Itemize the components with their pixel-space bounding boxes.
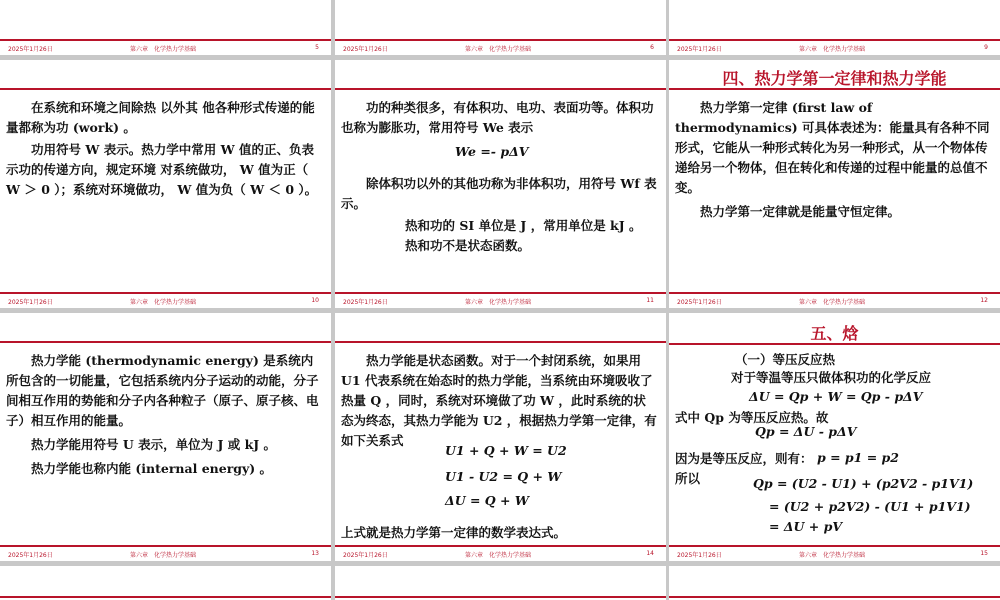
- slide-5[interactable]: [0, 0, 331, 55]
- slide-divider: [0, 341, 331, 343]
- slide-divider: [335, 88, 666, 90]
- slide-divider: [669, 343, 1000, 345]
- slide-footer: [335, 292, 666, 308]
- slide-14[interactable]: [335, 313, 666, 561]
- equation: U1 + Q + W = U2: [445, 443, 567, 458]
- slide-line: 因为是等压反应，则有：: [675, 451, 813, 466]
- slide-footer: [0, 292, 331, 308]
- slide-divider: [335, 596, 666, 598]
- footer-date: 2025年1月26日: [8, 299, 53, 306]
- footer-date: 2025年1月26日: [343, 299, 388, 306]
- footer-date: 2025年1月26日: [677, 299, 722, 306]
- equation: = (U2 + p2V2) - (U1 + p1V1): [769, 499, 971, 514]
- slide-16[interactable]: [0, 566, 331, 600]
- slide-13[interactable]: [0, 313, 331, 561]
- slide-title: 五、焓: [810, 324, 859, 343]
- slide-17[interactable]: [335, 566, 666, 600]
- slide-number: 12: [980, 297, 988, 304]
- slide-paragraph: 热和功不是状态函数。: [405, 238, 531, 253]
- slide-title: 四、热力学第一定律和热力学能: [722, 69, 947, 88]
- slide-10[interactable]: [0, 60, 331, 308]
- footer-chapter: 第六章 化学热力学基础: [465, 552, 532, 559]
- slide-line: 对于等温等压只做体积功的化学反应: [731, 370, 932, 385]
- slide-line: 式中 Qp 为等压反应热。故: [675, 410, 829, 425]
- slide-number: 5: [315, 44, 319, 51]
- slide-18[interactable]: [669, 566, 1000, 600]
- footer-date: 2025年1月26日: [343, 552, 388, 559]
- slide-paragraph: 热力学第一定律就是能量守恒定律。: [700, 204, 901, 219]
- slide-number: 11: [646, 297, 654, 304]
- footer-date: 2025年1月26日: [677, 552, 722, 559]
- slide-paragraph: 热力学能 (thermodynamic energy) 是系统内所包含的一切能量，它包括系统内分子运动的动能，分子间相互作用的势能和分子内各种粒子（原子、原子核、电子）相互作用的能量。: [6, 353, 319, 428]
- slide-6[interactable]: [335, 0, 666, 55]
- slide-paragraph: 上式就是热力学第一定律的数学表达式。: [341, 525, 567, 540]
- equation: = ΔU + pV: [769, 519, 843, 534]
- equation: p = p1 = p2: [817, 450, 899, 465]
- slide-divider: [669, 596, 1000, 598]
- slide-9[interactable]: [669, 0, 1000, 55]
- footer-date: 2025年1月26日: [677, 46, 722, 53]
- equation: Qp = (U2 - U1) + (p2V2 - p1V1): [753, 476, 974, 491]
- slide-number: 6: [650, 44, 654, 51]
- slide-paragraph: 热和功的 SI 单位是 J ，常用单位是 kJ 。: [405, 218, 642, 233]
- equation: ΔU = Qp + W = Qp - pΔV: [749, 389, 923, 404]
- footer-chapter: 第六章 化学热力学基础: [130, 46, 197, 53]
- footer-chapter: 第六章 化学热力学基础: [799, 46, 866, 53]
- footer-chapter: 第六章 化学热力学基础: [465, 299, 532, 306]
- equation: ΔU = Q + W: [445, 493, 529, 508]
- slide-divider: [0, 88, 331, 90]
- slide-line: 所以: [675, 471, 701, 486]
- slide-number: 15: [980, 550, 988, 557]
- equation: We =- pΔV: [455, 144, 529, 159]
- slide-divider: [335, 341, 666, 343]
- slide-number: 13: [311, 550, 319, 557]
- footer-chapter: 第六章 化学热力学基础: [130, 299, 197, 306]
- slide-paragraph: 热力学能是状态函数。对于一个封闭系统，如果用 U1 代表系统在始态时的热力学能，当系统由环境吸收了热量 Q ，同时，系统对环境做了功 W ，此时系统的状态为终态，其热力学能为 U2 ，根据热力学第一定律，有如下关系式: [341, 353, 657, 448]
- slide-number: 9: [984, 44, 988, 51]
- slide-divider: [669, 88, 1000, 90]
- slide-paragraph: 功的种类很多，有体积功、电功、表面功等。体积功也称为膨胀功，常用符号 We 表示: [341, 100, 654, 135]
- equation: Qp = ΔU - pΔV: [755, 424, 857, 439]
- footer-chapter: 第六章 化学热力学基础: [130, 552, 197, 559]
- slide-paragraph: 除体积功以外的其他功称为非体积功，用符号 Wf 表示。: [341, 176, 657, 211]
- slide-footer: [0, 545, 331, 561]
- slide-paragraph: 在系统和环境之间除热 以外其 他各种形式传递的能量都称为功 (work) 。: [6, 100, 315, 135]
- slide-line: （一）等压反应热: [735, 352, 836, 367]
- slide-11[interactable]: [335, 60, 666, 308]
- footer-chapter: 第六章 化学热力学基础: [799, 299, 866, 306]
- slide-paragraph: 热力学第一定律 (first law of thermodynamics) 可具体表述为：能量具有各种不同形式，它能从一种形式转化为另一种形式，从一个物体传递给另一个物体，但在转化和传递的过程中能量的总值不变。: [675, 100, 990, 195]
- slide-number: 10: [311, 297, 319, 304]
- slide-15[interactable]: [669, 313, 1000, 561]
- slide-footer: [669, 292, 1000, 308]
- slide-footer: [335, 39, 666, 55]
- slide-footer: [0, 39, 331, 55]
- equation: U1 - U2 = Q + W: [445, 469, 562, 484]
- slide-number: 14: [646, 550, 654, 557]
- footer-date: 2025年1月26日: [343, 46, 388, 53]
- slide-12[interactable]: [669, 60, 1000, 308]
- slide-footer: [669, 39, 1000, 55]
- footer-date: 2025年1月26日: [8, 46, 53, 53]
- footer-chapter: 第六章 化学热力学基础: [465, 46, 532, 53]
- footer-date: 2025年1月26日: [8, 552, 53, 559]
- slide-paragraph: 热力学能也称内能 (internal energy) 。: [31, 461, 273, 476]
- footer-chapter: 第六章 化学热力学基础: [799, 552, 866, 559]
- slide-footer: [335, 545, 666, 561]
- slide-paragraph: 功用符号 W 表示。热力学中常用 W 值的正、负表示功的传递方向，规定环境 对系统做功， W 值为正（ W ＞ 0 ）；系统对环境做功， W 值为负（ W ＜ 0 ）。: [6, 142, 318, 197]
- slide-divider: [0, 596, 331, 598]
- slide-footer: [669, 545, 1000, 561]
- slide-paragraph: 热力学能用符号 U 表示，单位为 J 或 kJ 。: [31, 437, 277, 452]
